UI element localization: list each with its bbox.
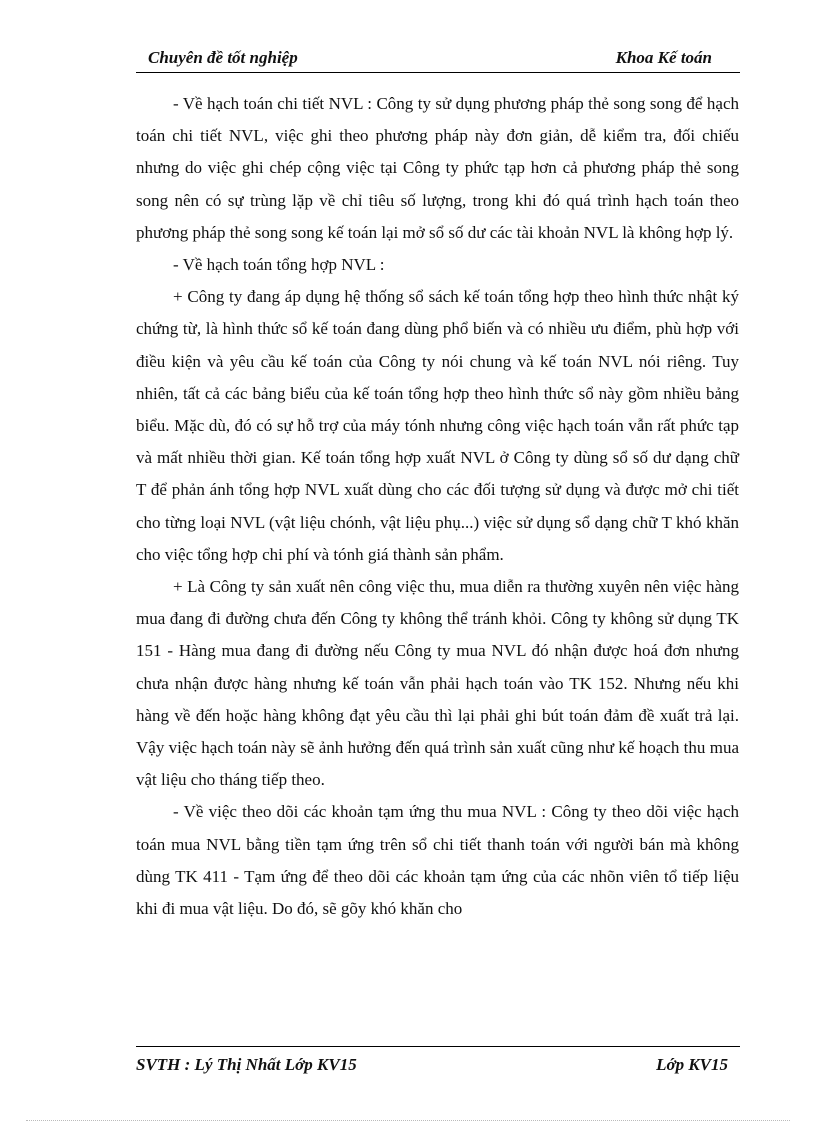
paragraph-general-accounting-heading: - Về hạch toán tổng hợp NVL : xyxy=(173,255,385,275)
footer-class: Lớp KV15 xyxy=(656,1055,728,1074)
paragraph-bookkeeping-system: + Công ty đang áp dụng hệ thống sổ sách kế toán tổng hợp theo hình thức nhật ký chứng từ, là hình thức sổ kế toán đang dùng phổ biến và có nhiều ưu điểm, phù hợp với điều kiện và yêu cầu kế toán của Công ty nói chung và kế toán NVL nói riêng. Tuy nhiên, tất cả các bảng biểu của kế toán tổng hợp theo hình thức sổ này gồm nhiều bảng biểu. Mặc dù, đó có sự hỗ trợ của máy tónh nhưng công việc hạch toán vẫn rất phức tạp và mất nhiều thời gian. Kế toán tổng hợp xuất NVL ở Công ty dùng sổ số dư dạng chữ T để phản ánh tổng hợp NVL xuất dùng cho các đối tượng sử dụng và được mở chi tiết cho từng loại NVL (vật liệu chónh, vật liệu phụ...) việc sử dụng sổ dạng chữ T khó khăn cho việc tổng hợp chi phí và tónh giá thành sản phẩm. xyxy=(136,287,739,564)
paragraph-goods-in-transit: + Là Công ty sản xuất nên công việc thu, mua diễn ra thường xuyên nên việc hàng mua đang đi đường chưa đến Công ty không thể tránh khỏi. Công ty không sử dụng TK 151 - Hàng mua đang đi đường nếu Công ty mua NVL đó nhận được hoá đơn nhưng chưa nhận được hàng nhưng kế toán vẫn phải hạch toán vào TK 152. Nhưng nếu khi hàng về đến hoặc hàng không đạt yêu cầu thì lại phải ghi bút toán đảm đề xuất trả lại. Vậy việc hạch toán này sẽ ảnh hưởng đến quá trình sản xuất cũng như kế hoạch thu mua vật liệu cho tháng tiếp theo. xyxy=(136,577,739,790)
footer-student: SVTH : Lý Thị Nhất Lớp KV15 xyxy=(136,1055,357,1074)
document-body xyxy=(136,88,739,925)
page-bottom-divider xyxy=(26,1120,790,1121)
page-header xyxy=(136,46,740,73)
header-title: Chuyên đề tốt nghiệp xyxy=(148,48,298,67)
paragraph-detail-accounting: - Về hạch toán chi tiết NVL : Công ty sử dụng phương pháp thẻ song song để hạch toán chi tiết NVL, việc ghi theo phương pháp này đơn giản, dễ kiểm tra, đối chiếu nhưng do việc ghi chép cộng việc tại Công ty phức tạp hơn cả phương pháp thẻ song song nên có sự trùng lặp về chỉ tiêu số lượng, trong khi đó quá trình hạch toán theo phương pháp thẻ song song kế toán lại mở sổ số dư các tài khoản NVL là không hợp lý. xyxy=(136,94,739,242)
paragraph-advance-tracking: - Về việc theo dõi các khoản tạm ứng thu mua NVL : Công ty theo dõi việc hạch toán mua NVL bằng tiền tạm ứng trên sổ chi tiết thanh toán với người bán mà không dùng TK 411 - Tạm ứng để theo dõi các khoản tạm ứng của các nhõn viên tổ tiếp liệu khi đi mua vật liệu. Do đó, sẽ gõy khó khăn cho xyxy=(136,802,739,919)
header-department: Khoa Kế toán xyxy=(615,48,712,67)
page-footer xyxy=(136,1046,740,1083)
